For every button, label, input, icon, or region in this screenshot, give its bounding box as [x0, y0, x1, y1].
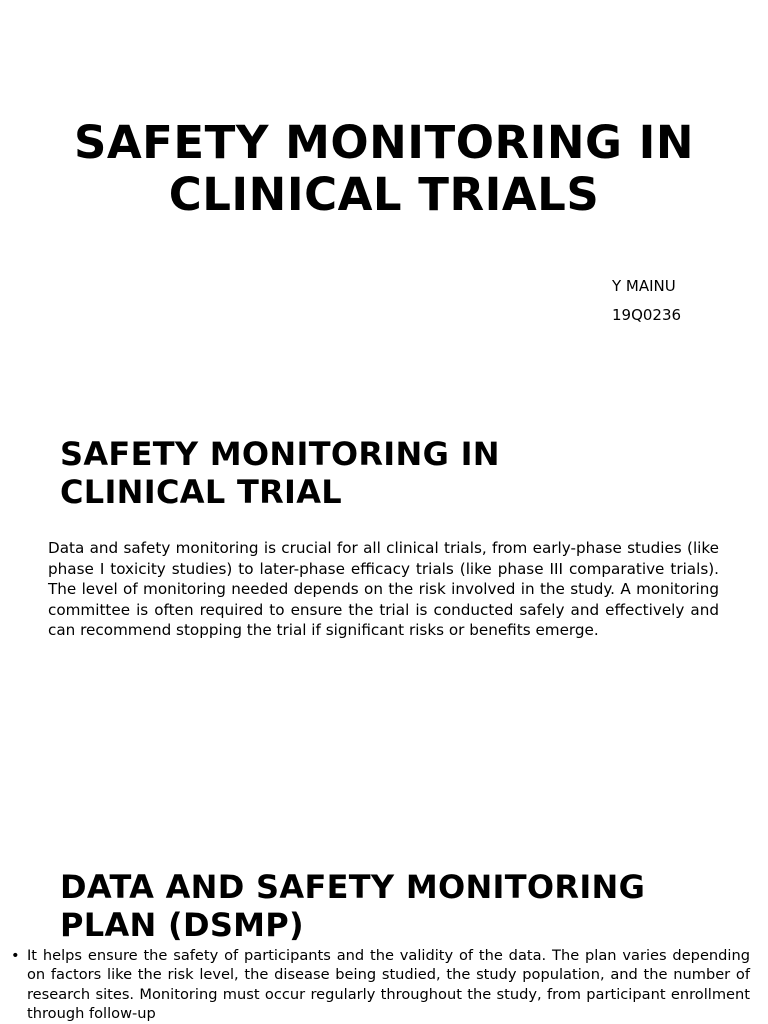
author-block: [612, 272, 681, 330]
author-name: Y MAINU: [612, 277, 676, 295]
dsmp-slide: [0, 850, 768, 1024]
slide-heading: DATA AND SAFETY MONITORING PLAN (DSMP): [60, 868, 646, 944]
bullet-list: [0, 946, 750, 1024]
slide-heading: SAFETY MONITORING IN CLINICAL TRIAL: [60, 435, 500, 511]
presentation-title: SAFETY MONITORING IN CLINICAL TRIALS: [73, 116, 695, 221]
bullet-text: It helps ensure the safety of participants and the validity of the data. The plan varies depending on factors like the risk level, the disease being studied, the study population, and the number of research sites. Monitoring must occur regularly throughout the study, from participant enrollment through follow-up: [27, 947, 750, 1023]
safety-monitoring-slide: [0, 420, 768, 720]
list-item: [0, 946, 750, 1024]
bullet-icon: •: [11, 947, 20, 964]
slide-paragraph: Data and safety monitoring is crucial for all clinical trials, from early-phase studies (like phase I toxicity studies) to later-phase efficacy trials (like phase III comparative trials). The level of monitoring needed depends on the risk involved in the study. A monitoring committee is often required to ensure the trial is conducted safely and effectively and can recommend stopping the trial if significant risks or benefits emerge.: [48, 539, 719, 640]
title-slide: [0, 0, 768, 360]
author-id: 19Q0236: [612, 306, 682, 324]
